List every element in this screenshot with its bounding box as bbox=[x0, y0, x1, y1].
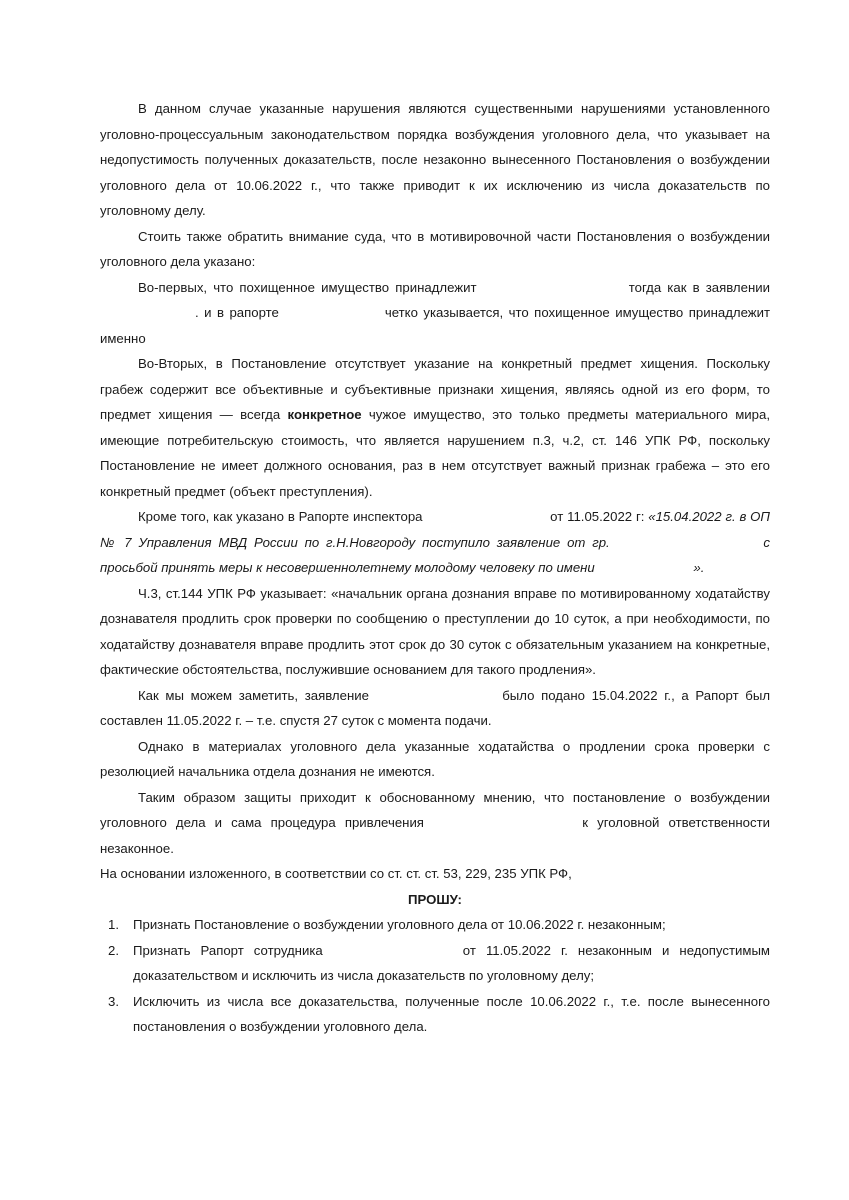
quoted-italic: с просьбой принять меры к несовершеннолетнему молодому человеку по имени bbox=[100, 534, 770, 575]
demand-item: Признать Рапорт сотрудника от 11.05.2022 г. незаконным и недопустимым доказательством и исключить из числа доказательств по уголовному делу; bbox=[100, 938, 770, 989]
quoted-italic: «15.04.2022 г. в ОП № 7 Управления МВД России по г.Н.Новгороду поступило заявление от гр. bbox=[100, 509, 770, 550]
demands-list bbox=[100, 912, 770, 1040]
paragraph-8: Однако в материалах уголовного дела указанные ходатайства о продлении срока проверки с резолюцией начальника отдела дознания не имеются. bbox=[100, 738, 770, 779]
redacted-text bbox=[426, 504, 546, 505]
redacted-text bbox=[617, 530, 757, 531]
paragraph-3: Во-первых, что похищенное имущество принадлежит тогда как в заявлении . и в рапорте четко указывается, что похищенное имущество принадлежит именно bbox=[100, 275, 770, 352]
demands-heading: ПРОШУ: bbox=[408, 891, 462, 907]
paragraph-1: В данном случае указанные нарушения являются существенными нарушениями установленного уголовно-процессуальным законодательством порядка возбуждения уголовного дела, что указывает на недопустимость полученных доказательств, после незаконно вынесенного Постановления о возбуждении уголовного дела от 10.06.2022 г., что также приводит к их исключению из числа доказательств по уголовному делу. bbox=[100, 101, 770, 218]
paragraph-10-basis: На основании изложенного, в соответствии со ст. ст. ст. 53, 229, 235 УПК РФ, bbox=[100, 866, 572, 881]
emphasis-bold: конкретное bbox=[287, 407, 362, 422]
paragraph-4: Во-Вторых, в Постановление отсутствует указание на конкретный предмет хищения. Поскольку грабеж содержит все объективные и субъективные признаки хищения, являясь одной из его форм, то предмет хищения — всегда конкретное чужое имущество, это только предметы материального мира, имеющие потребительскую стоимость, что является нарушением п.3, ч.2, ст. 146 УПК РФ, поскольку Постановление не имеет должного основания, раз в нем отсутствует важный признак грабежа – это его конкретный предмет (объект преступления). bbox=[100, 356, 770, 499]
redacted-text bbox=[284, 300, 379, 301]
demand-item: Исключить из числа все доказательства, полученные после 10.06.2022 г., т.е. после вынесенного постановления о возбуждении уголовного дела. bbox=[133, 993, 770, 1034]
redacted-text bbox=[100, 300, 195, 301]
redacted-text bbox=[433, 810, 573, 811]
demand-item: Признать Постановление о возбуждении уголовного дела от 10.06.2022 г. незаконным; bbox=[133, 917, 666, 932]
redacted-text bbox=[333, 938, 453, 939]
document-body bbox=[100, 96, 770, 1040]
paragraph-9: Таким образом защиты приходит к обоснованному мнению, что постановление о возбуждении уголовного дела и сама процедура привлечения к уголовной ответственности незаконное. bbox=[100, 789, 770, 856]
redacted-text bbox=[483, 275, 623, 276]
redacted-text bbox=[376, 683, 496, 684]
paragraph-6: Ч.3, ст.144 УПК РФ указывает: «начальник органа дознания вправе по мотивированному ходатайству дознавателя продлить срок проверки по сообщению о преступлении до 10 суток, а при необходимости, по ходатайству дознавателя вправе продлить этот срок до 30 суток с обязательным указанием на конкретные, фактические обстоятельства, послужившие основанием для такого продления». bbox=[100, 585, 770, 677]
quoted-italic: ». bbox=[693, 560, 705, 575]
redacted-text bbox=[598, 555, 693, 556]
paragraph-7: Как мы можем заметить, заявление было подано 15.04.2022 г., а Рапорт был составлен 11.05.2022 г. – т.е. спустя 27 суток с момента подачи. bbox=[100, 683, 770, 734]
paragraph-5: Кроме того, как указано в Рапорте инспектора от 11.05.2022 г: «15.04.2022 г. в ОП № 7 Управления МВД России по г.Н.Новгороду поступило заявление от гр. с просьбой принять меры к несовершеннолетнему молодому человеку по имени ». bbox=[100, 504, 770, 581]
paragraph-2: Стоить также обратить внимание суда, что в мотивировочной части Постановления о возбуждении уголовного дела указано: bbox=[100, 228, 770, 269]
